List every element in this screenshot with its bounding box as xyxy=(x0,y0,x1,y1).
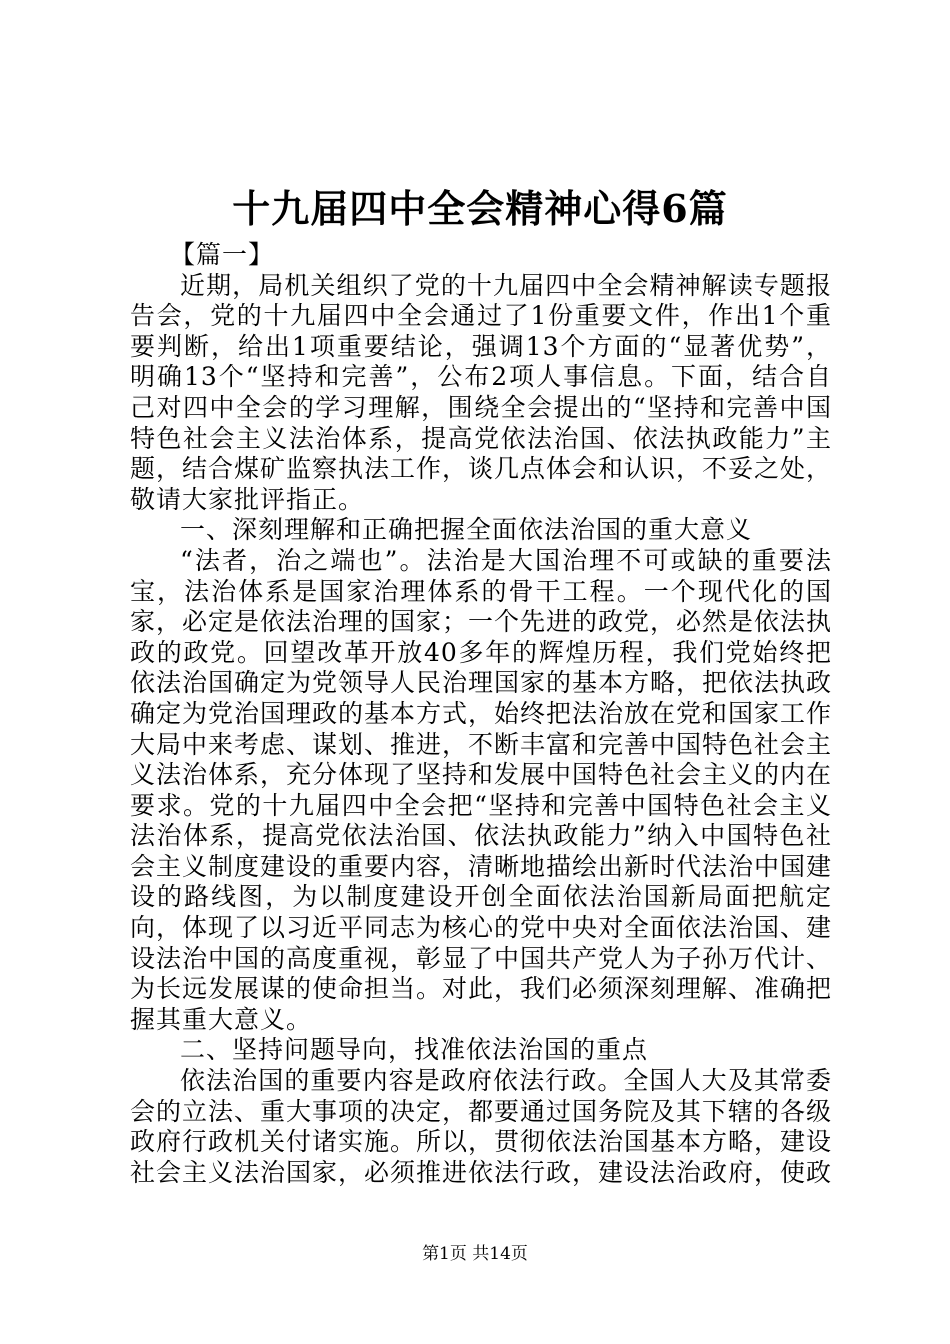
paragraph-intro: 近期，局机关组织了党的十九届四中全会精神解读专题报告会，党的十九届四中全会通过了1份重要文件，作出1个重要判断，给出1项重要结论，强调13个方面的“显著优势”，明确13个“坚持和完善”，公布2项人事信息。下面，结合自己对四中全会的学习理解，围绕全会提出的“坚持和完善中国特色社会主义法治体系，提高党依法治国、依法执政能力”主题，结合煤矿监察执法工作，谈几点体会和认识，不妥之处，敬请大家批评指正。 xyxy=(130,270,833,514)
paragraph-section-one: “法者，治之端也”。法治是大国治理不可或缺的重要法宝，法治体系是国家治理体系的骨干工程。一个现代化的国家，必定是依法治理的国家；一个先进的政党，必然是依法执政的政党。回望改革开放40多年的辉煌历程，我们党始终把依法治国确定为党领导人民治理国家的基本方略，把依法执政确定为党治国理政的基本方式，始终把法治放在党和国家工作大局中来考虑、谋划、推进，不断丰富和完善中国特色社会主义法治体系，充分体现了坚持和发展中国特色社会主义的内在要求。党的十九届四中全会把“坚持和完善中国特色社会主义法治体系，提高党依法治国、依法执政能力”纳入中国特色社会主义制度建设的重要内容，清晰地描绘出新时代法治中国建设的路线图，为以制度建设开创全面依法治国新局面把航定向，体现了以习近平同志为核心的党中央对全面依法治国、建设法治中国的高度重视，彰显了中国共产党人为子孙万代计、为长远发展谋的使命担当。对此，我们必须深刻理解、准确把握其重大意义。 xyxy=(130,545,833,1034)
paragraph-section-two: 依法治国的重要内容是政府依法行政。全国人大及其常委会的立法、重大事项的决定，都要通过国务院及其下辖的各级政府行政机关付诸实施。所以，贯彻依法治国基本方略，建设社会主义法治国家，必须推进依法行政，建设法治政府，使政 xyxy=(130,1066,833,1187)
heading-section-two: 二、坚持问题导向，找准依法治国的重点 xyxy=(180,1035,649,1065)
page-footer: 第1页 共14页 xyxy=(422,1244,528,1264)
document-title: 十九届四中全会精神心得6篇 xyxy=(232,186,728,231)
document-body xyxy=(130,240,832,1188)
heading-section-one: 一、深刻理解和正确把握全面依法治国的重大意义 xyxy=(180,515,753,545)
section-label: 【篇一】 xyxy=(170,240,275,269)
